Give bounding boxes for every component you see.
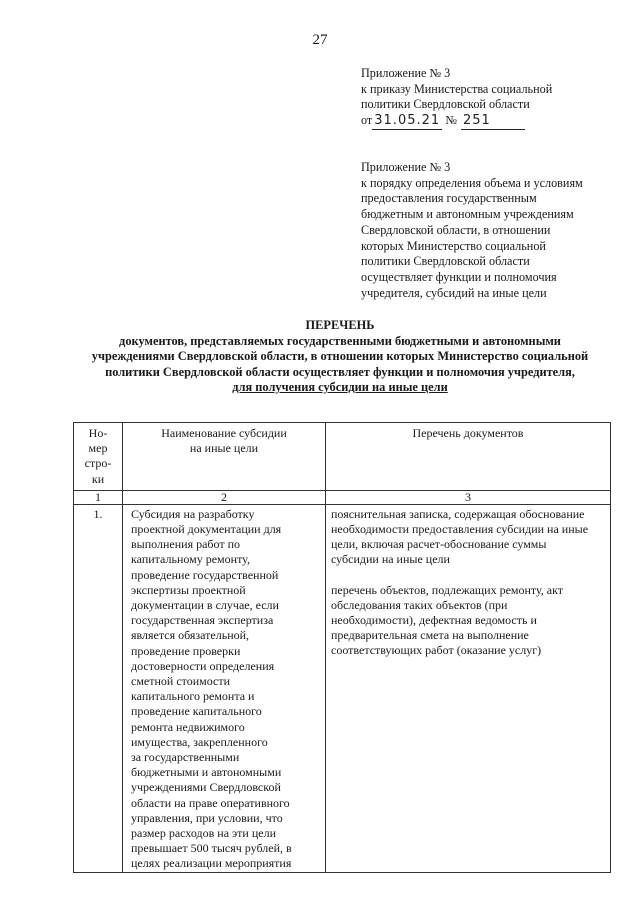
column-number-row xyxy=(74,490,611,504)
document-heading xyxy=(40,318,640,396)
heading-title: ПЕРЕЧЕНЬ xyxy=(305,318,375,332)
document-line: предварительная смета на выполнение xyxy=(331,628,529,643)
number-label: № xyxy=(445,113,457,128)
subsidy-name-line: за государственными xyxy=(131,750,240,765)
subsidy-name-line: достоверности определения xyxy=(131,658,275,673)
document-line: пояснительная записка, содержащая обоснование xyxy=(331,506,585,521)
document-line: соответствующих работ (оказание услуг) xyxy=(331,643,542,658)
header-text: на иные цели xyxy=(189,441,259,456)
subsidy-name-cell xyxy=(123,504,326,872)
header-text: мер xyxy=(88,441,108,456)
column-number: 3 xyxy=(326,490,611,504)
annex-procedure-line: Приложение № 3 xyxy=(361,160,451,174)
subsidy-name-line: области на праве оперативного xyxy=(131,795,290,810)
row-number: 1. xyxy=(74,504,123,872)
document-line: субсидии на иные цели xyxy=(331,552,450,567)
subsidy-name-line: размер расходов на эти цели xyxy=(131,826,277,841)
annex-procedure-line: учредителя, субсидий на иные цели xyxy=(361,285,547,300)
subsidy-name-line: капитальному ремонту, xyxy=(131,552,250,567)
heading-line-underlined: для получения субсидии на иные цели xyxy=(232,380,448,394)
date-prefix: от xyxy=(361,113,373,128)
documents-list-cell xyxy=(326,504,611,872)
subsidy-name-line: проектной документации для xyxy=(131,522,282,537)
annex-procedure-line: к порядку определения объема и условиям xyxy=(361,175,583,190)
annex-order-block xyxy=(361,66,601,130)
annex-procedure-block xyxy=(361,160,611,301)
annex-order-line: Приложение № 3 xyxy=(361,66,451,80)
subsidy-name-line: документации в случае, если xyxy=(131,598,279,613)
subsidy-name-line: превышает 500 тысяч рублей, в xyxy=(131,841,292,856)
column-number: 2 xyxy=(123,490,326,504)
table-header-row xyxy=(74,423,611,491)
annex-order-line: к приказу Министерства социальной xyxy=(361,81,553,96)
header-text: Но- xyxy=(88,426,108,440)
annex-order-date-line xyxy=(361,113,601,130)
annex-procedure-line: которых Министерство социальной xyxy=(361,238,546,253)
subsidy-name-line: учреждениями Свердловской xyxy=(131,780,281,795)
subsidy-name-line: выполнения работ по xyxy=(131,537,241,552)
subsidy-name-line: сметной стоимости xyxy=(131,674,231,689)
subsidy-name-line: экспертизы проектной xyxy=(131,582,246,597)
annex-procedure-line: политики Свердловской области xyxy=(361,254,530,269)
annex-procedure-line: бюджетным и автономным учреждениям xyxy=(361,207,574,222)
subsidy-name-line: государственная экспертиза xyxy=(131,613,274,628)
subsidy-name-line: проведение проверки xyxy=(131,643,241,658)
document-item xyxy=(331,583,606,659)
header-text: Перечень документов xyxy=(412,426,524,440)
annex-procedure-line: предоставления государственным xyxy=(361,191,537,206)
subsidy-name-line: управления, при условии, что xyxy=(131,810,283,825)
header-text: Наименование субсидии xyxy=(161,426,287,440)
page-number: 27 xyxy=(312,32,328,48)
subsidy-name-line: ремонта недвижимого xyxy=(131,719,245,734)
table-row xyxy=(74,504,611,872)
document-line: обследования таких объектов (при xyxy=(331,597,508,612)
document-item xyxy=(331,507,606,568)
subsidy-name-line: является обязательной, xyxy=(131,628,250,643)
heading-line: политики Свердловской области осуществляет функции и полномочия учредителя, xyxy=(105,364,575,379)
header-text: стро- xyxy=(84,456,112,471)
subsidy-name-line: проведение государственной xyxy=(131,567,279,582)
subsidy-name-line: целях реализации мероприятия xyxy=(131,856,292,871)
column-number: 1 xyxy=(74,490,123,504)
subsidy-name-line: проведение капитального xyxy=(131,704,262,719)
subsidy-name-line: бюджетными и автономными xyxy=(131,765,282,780)
annex-procedure-line: осуществляет функции и полномочия xyxy=(361,269,557,284)
subsidy-name-line: Субсидия на разработку xyxy=(131,506,255,521)
header-documents-list xyxy=(326,423,611,491)
handwritten-number: 251 xyxy=(461,113,525,130)
document-line: необходимости), дефектная ведомость и xyxy=(331,613,537,628)
header-text: ки xyxy=(91,471,105,486)
document-line: цели, включая расчет-обоснование суммы xyxy=(331,537,547,552)
annex-order-line: политики Свердловской области xyxy=(361,97,530,112)
subsidy-name-line: имущества, закрепленного xyxy=(131,734,268,749)
annex-procedure-line: Свердловской области, в отношении xyxy=(361,222,551,237)
subsidy-name-line: капитального ремонта и xyxy=(131,689,255,704)
header-subsidy-name xyxy=(123,423,326,491)
documents-table xyxy=(73,422,611,873)
header-row-number xyxy=(74,423,123,491)
document-line: перечень объектов, подлежащих ремонту, акт xyxy=(331,582,564,597)
document-line: необходимости предоставления субсидии на иные xyxy=(331,522,589,537)
heading-line: учреждениями Свердловской области, в отношении которых Министерство социальной xyxy=(91,349,589,363)
heading-line: документов, представляемых государственными бюджетными и автономными xyxy=(119,333,561,348)
heading-line xyxy=(40,380,640,396)
handwritten-date: 31.05.21 xyxy=(372,113,442,130)
